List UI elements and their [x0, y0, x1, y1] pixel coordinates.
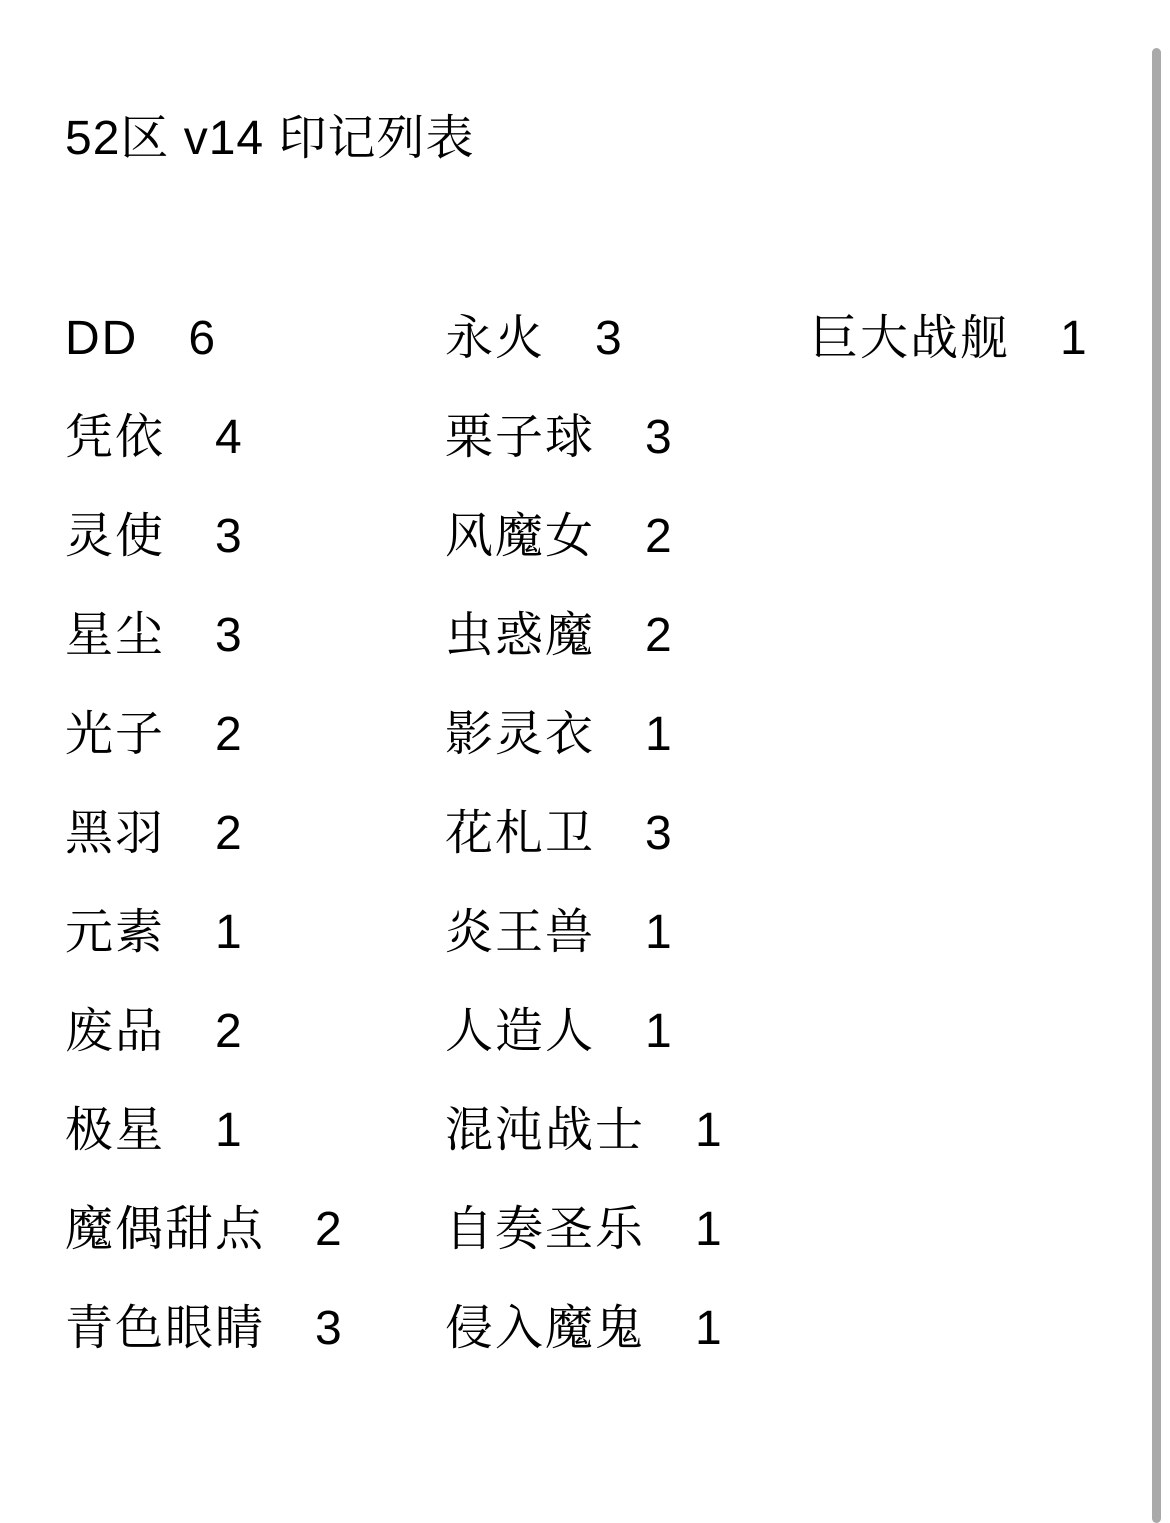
mark-name: 侵入魔鬼 — [445, 1301, 646, 1355]
mark-name: 灵使 — [65, 509, 166, 563]
mark-count: 1 — [215, 905, 242, 959]
mark-list-row — [0, 982, 1170, 1081]
mark-name: 青色眼睛 — [65, 1301, 266, 1355]
mark-name: 星尘 — [65, 608, 166, 662]
scrollbar[interactable] — [1152, 48, 1161, 1523]
mark-entry — [65, 1006, 445, 1058]
mark-entry — [445, 709, 810, 761]
mark-list-row — [0, 487, 1170, 586]
mark-count: 1 — [645, 707, 672, 761]
mark-list-row — [0, 1180, 1170, 1279]
mark-count: 2 — [215, 1004, 242, 1058]
mark-count: 1 — [695, 1301, 722, 1355]
mark-name: 栗子球 — [445, 410, 596, 464]
mark-name: 自奏圣乐 — [445, 1202, 646, 1256]
mark-entry — [445, 313, 810, 365]
mark-entry — [65, 1204, 445, 1256]
mark-count: 2 — [645, 509, 672, 563]
mark-list-row — [0, 388, 1170, 487]
mark-count: 1 — [645, 1004, 672, 1058]
mark-entry — [445, 610, 810, 662]
mark-count: 1 — [695, 1202, 722, 1256]
mark-name: 人造人 — [445, 1004, 596, 1058]
mark-name: 永火 — [445, 311, 546, 365]
mark-count: 1 — [695, 1103, 722, 1157]
mark-count: 1 — [215, 1103, 242, 1157]
mark-name: 炎王兽 — [445, 905, 596, 959]
mark-name: 混沌战士 — [445, 1103, 646, 1157]
mark-count: 3 — [215, 608, 242, 662]
mark-list-row — [0, 784, 1170, 883]
mark-entry — [65, 808, 445, 860]
mark-name: 废品 — [65, 1004, 166, 1058]
mark-entry — [65, 313, 445, 365]
mark-name: 风魔女 — [445, 509, 596, 563]
mark-name: DD — [65, 311, 139, 365]
mark-name: 影灵衣 — [445, 707, 596, 761]
mark-entry — [65, 709, 445, 761]
mark-list-row — [0, 586, 1170, 685]
mark-count: 2 — [645, 608, 672, 662]
mark-entry — [65, 610, 445, 662]
mark-name: 极星 — [65, 1103, 166, 1157]
mark-count: 2 — [215, 707, 242, 761]
mark-count: 1 — [645, 905, 672, 959]
mark-count: 3 — [645, 806, 672, 860]
mark-name: 虫惑魔 — [445, 608, 596, 662]
mark-count: 6 — [188, 311, 216, 365]
mark-count: 4 — [215, 410, 242, 464]
mark-entry — [65, 511, 445, 563]
mark-entry — [65, 1105, 445, 1157]
mark-entry — [65, 907, 445, 959]
mark-count: 2 — [215, 806, 242, 860]
mark-name: 巨大战舰 — [810, 311, 1011, 365]
mark-name: 花札卫 — [445, 806, 596, 860]
mark-list — [0, 289, 1170, 1378]
mark-list-row — [0, 1081, 1170, 1180]
mark-name: 魔偶甜点 — [65, 1202, 266, 1256]
mark-entry — [65, 412, 445, 464]
mark-entry — [445, 1204, 810, 1256]
mark-entry — [445, 511, 810, 563]
mark-list-row — [0, 1279, 1170, 1378]
mark-list-row — [0, 289, 1170, 388]
page-title: 52区 v14 印记列表 — [65, 112, 475, 165]
mark-entry — [445, 1006, 810, 1058]
mark-name: 凭依 — [65, 410, 166, 464]
mark-entry — [445, 808, 810, 860]
mark-name: 元素 — [65, 905, 166, 959]
mark-entry — [445, 1303, 810, 1355]
mark-entry — [810, 313, 1170, 365]
mark-count: 3 — [315, 1301, 342, 1355]
mark-name: 光子 — [65, 707, 166, 761]
mark-entry — [445, 412, 810, 464]
mark-count: 2 — [315, 1202, 342, 1256]
mark-count: 3 — [595, 311, 622, 365]
mark-count: 3 — [215, 509, 242, 563]
mark-entry — [445, 907, 810, 959]
mark-list-row — [0, 685, 1170, 784]
mark-count: 1 — [1060, 311, 1087, 365]
mark-name: 黑羽 — [65, 806, 166, 860]
mark-list-row — [0, 883, 1170, 982]
mark-count: 3 — [645, 410, 672, 464]
mark-entry — [445, 1105, 810, 1157]
mark-entry — [65, 1303, 445, 1355]
